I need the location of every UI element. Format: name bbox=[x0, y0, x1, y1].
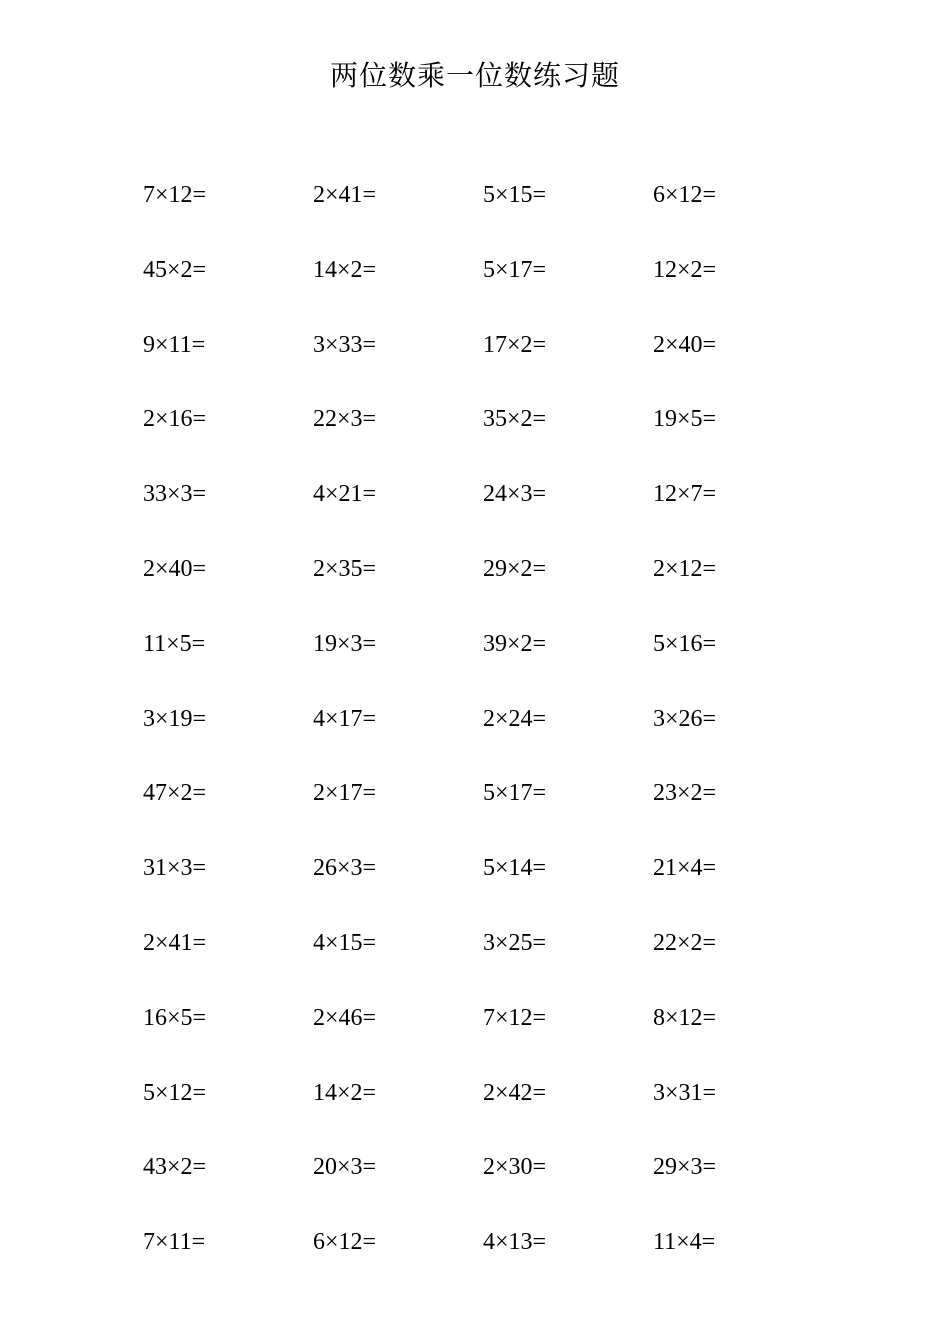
problem: 14×2= bbox=[313, 256, 377, 283]
problem: 4×15= bbox=[313, 929, 377, 956]
problem: 39×2= bbox=[483, 630, 547, 657]
problem: 3×19= bbox=[143, 705, 207, 732]
problem: 22×3= bbox=[313, 406, 377, 433]
problem: 7×12= bbox=[143, 182, 207, 208]
problem: 4×17= bbox=[313, 705, 377, 732]
problem: 19×3= bbox=[313, 630, 377, 657]
problem: 2×41= bbox=[143, 929, 207, 956]
problem: 5×17= bbox=[483, 256, 547, 283]
problem: 22×2= bbox=[653, 929, 717, 956]
problem: 35×2= bbox=[483, 406, 547, 433]
problem: 11×4= bbox=[653, 1229, 716, 1256]
problem: 4×21= bbox=[313, 481, 377, 508]
problem: 33×3= bbox=[143, 481, 207, 508]
problem: 7×11= bbox=[143, 1229, 206, 1256]
problem: 2×35= bbox=[313, 555, 377, 582]
problem: 26×3= bbox=[313, 855, 377, 882]
problem: 45×2= bbox=[143, 256, 207, 283]
problem: 3×26= bbox=[653, 705, 717, 732]
problem: 2×46= bbox=[313, 1004, 377, 1031]
problem: 9×11= bbox=[143, 331, 206, 358]
problem: 14×2= bbox=[313, 1079, 377, 1106]
problem: 11×5= bbox=[143, 630, 206, 657]
problem: 24×3= bbox=[483, 481, 547, 508]
problem: 2×42= bbox=[483, 1079, 547, 1106]
problem: 2×40= bbox=[653, 331, 717, 358]
problem: 3×33= bbox=[313, 331, 377, 358]
problem: 2×24= bbox=[483, 705, 547, 732]
problem: 6×12= bbox=[313, 1229, 377, 1256]
problem: 3×31= bbox=[653, 1079, 717, 1106]
problem: 2×41= bbox=[313, 182, 377, 208]
problem: 17×2= bbox=[483, 331, 547, 358]
problem: 29×3= bbox=[653, 1154, 717, 1181]
problem: 21×4= bbox=[653, 855, 717, 882]
problem: 4×13= bbox=[483, 1229, 547, 1256]
problem: 2×12= bbox=[653, 555, 717, 582]
page-title: 两位数乘一位数练习题 bbox=[329, 59, 620, 92]
problem: 29×2= bbox=[483, 555, 547, 582]
problem: 3×25= bbox=[483, 929, 547, 956]
problem: 23×2= bbox=[653, 780, 717, 807]
problem: 2×16= bbox=[143, 406, 207, 433]
problem: 12×7= bbox=[653, 481, 717, 508]
problem: 47×2= bbox=[143, 780, 207, 807]
problem: 7×12= bbox=[483, 1004, 547, 1031]
problem: 2×17= bbox=[313, 780, 377, 807]
problem: 2×40= bbox=[143, 555, 207, 582]
problem-grid bbox=[143, 176, 823, 1298]
problem: 5×16= bbox=[653, 630, 717, 657]
problem: 43×2= bbox=[143, 1154, 207, 1181]
problem: 5×15= bbox=[483, 182, 547, 208]
problem: 2×30= bbox=[483, 1154, 547, 1181]
problem: 5×17= bbox=[483, 780, 547, 807]
problem: 5×12= bbox=[143, 1079, 207, 1106]
problem: 31×3= bbox=[143, 855, 207, 882]
problem: 5×14= bbox=[483, 855, 547, 882]
problem: 16×5= bbox=[143, 1004, 207, 1031]
problem: 6×12= bbox=[653, 182, 717, 208]
problem: 19×5= bbox=[653, 406, 717, 433]
problem: 8×12= bbox=[653, 1004, 717, 1031]
problem: 12×2= bbox=[653, 256, 717, 283]
problem: 20×3= bbox=[313, 1154, 377, 1181]
